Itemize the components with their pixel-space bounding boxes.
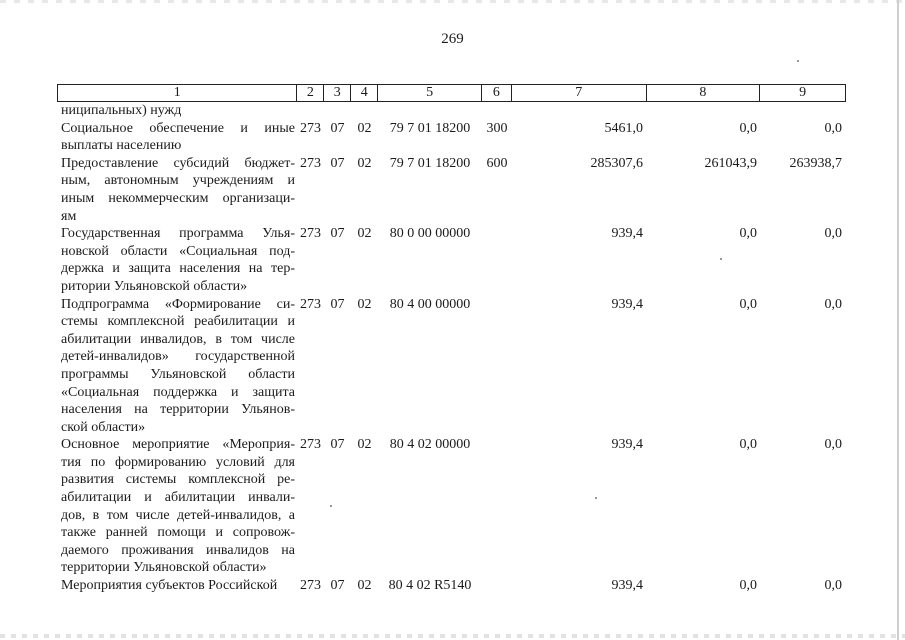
item-name-line: ритории Ульяновской области» xyxy=(61,278,248,294)
cell-target-article: 80 4 02 00000 xyxy=(389,437,471,453)
cell-admin-code: 273 xyxy=(300,120,321,136)
item-name-line: также ранней помощи и сопровож- xyxy=(61,525,295,541)
item-name-line: ям xyxy=(61,208,77,224)
item-name-line: иным некоммерческим организаци- xyxy=(61,190,295,206)
cell-section: 07 xyxy=(330,155,345,171)
cell-item-name xyxy=(57,102,297,120)
cell-target-article: 80 0 00 00000 xyxy=(389,226,471,242)
cell-expense-type: 600 xyxy=(486,155,508,171)
item-name-line: выплаты населению xyxy=(61,138,182,154)
cell-section: 07 xyxy=(330,578,345,594)
column-header-8: 8 xyxy=(647,85,761,101)
item-name-line: детей-инвалидов» государственной xyxy=(61,349,295,365)
table-row xyxy=(57,436,846,577)
cell-admin-code: 273 xyxy=(300,437,321,453)
cell-amount-col7: 939,4 xyxy=(611,226,643,242)
column-header-2: 2 xyxy=(297,85,324,101)
cell-section: 07 xyxy=(330,296,345,312)
table-row xyxy=(57,155,846,225)
item-name-line: населения на территории Ульянов- xyxy=(61,402,295,418)
table-row xyxy=(57,225,846,295)
column-header-5: 5 xyxy=(378,85,482,101)
item-name-line: держка и защита населения на тер- xyxy=(61,261,295,277)
cell-amount-col9: 263938,7 xyxy=(789,155,842,171)
column-header-7: 7 xyxy=(512,85,647,101)
cell-item-name xyxy=(57,436,297,577)
cell-item-name xyxy=(57,155,297,225)
column-header-9: 9 xyxy=(799,85,807,100)
cell-amount-col8: 0,0 xyxy=(739,437,757,453)
item-name-line: Предоставление субсидий бюджет- xyxy=(61,155,295,171)
table-header-row xyxy=(57,84,846,102)
item-name-line: Подпрограмма «Формирование си- xyxy=(61,296,295,312)
item-name-line: Мероприятия субъектов Российской xyxy=(61,578,278,594)
scan-edge-bottom xyxy=(0,634,905,638)
cell-amount-col7: 939,4 xyxy=(611,437,643,453)
cell-target-article: 80 4 00 00000 xyxy=(389,296,471,312)
item-name-line: ным, автономным учреждениям и xyxy=(61,173,295,189)
cell-item-name xyxy=(57,225,297,295)
scan-speck xyxy=(720,258,722,260)
item-name-line: программы Ульяновской области xyxy=(61,366,295,382)
item-name-line: Социальное обеспечение и иные xyxy=(61,120,295,136)
item-name-line: ниципальных) нужд xyxy=(61,103,182,118)
cell-target-article: 79 7 01 18200 xyxy=(389,155,471,171)
item-name-line: абилитации и абилитации инвали- xyxy=(61,490,295,506)
item-name-line: стемы комплексной реабилитации и xyxy=(61,314,295,330)
item-name-line: Основное мероприятие «Мероприя- xyxy=(61,437,295,453)
cell-item-name xyxy=(57,577,297,595)
item-name-line: даемого проживания инвалидов на xyxy=(61,542,295,558)
item-name-line: тия по формированию условий для xyxy=(61,454,295,470)
page-number: 269 xyxy=(441,31,464,47)
cell-subsection: 02 xyxy=(357,296,372,312)
cell-amount-col9: 0,0 xyxy=(824,120,842,136)
cell-subsection: 02 xyxy=(357,437,372,453)
cell-amount-col9: 0,0 xyxy=(824,226,842,242)
column-header-4: 4 xyxy=(351,85,378,101)
table-row xyxy=(57,577,846,595)
scan-speck xyxy=(330,505,332,507)
cell-item-name xyxy=(57,296,297,437)
cell-target-article: 79 7 01 18200 xyxy=(389,120,471,136)
table-body xyxy=(57,102,846,595)
column-header-1: 1 xyxy=(58,85,297,101)
item-name-line: «Социальная поддержка и защита xyxy=(61,384,295,400)
scan-edge-top xyxy=(0,0,905,3)
cell-amount-col7: 939,4 xyxy=(611,296,643,312)
cell-admin-code: 273 xyxy=(300,155,321,171)
table-row xyxy=(57,102,846,120)
item-name-line: Государственная программа Улья- xyxy=(61,226,295,242)
cell-admin-code: 273 xyxy=(300,226,321,242)
cell-section: 07 xyxy=(330,437,345,453)
cell-amount-col8: 0,0 xyxy=(739,226,757,242)
table-row xyxy=(57,296,846,437)
cell-section: 07 xyxy=(330,120,345,136)
cell-amount-col9: 0,0 xyxy=(824,437,842,453)
item-name-line: абилитации инвалидов, в том числе xyxy=(61,331,295,347)
cell-subsection: 02 xyxy=(357,578,372,594)
cell-amount-col8: 0,0 xyxy=(739,296,757,312)
cell-amount-col8: 0,0 xyxy=(739,120,757,136)
scan-speck xyxy=(797,60,799,62)
item-name-line: территории Ульяновской области» xyxy=(61,560,267,576)
item-name-line: ской области» xyxy=(61,419,146,435)
cell-amount-col7: 939,4 xyxy=(611,578,643,594)
cell-section: 07 xyxy=(330,226,345,242)
cell-amount-col8: 0,0 xyxy=(739,578,757,594)
scan-speck xyxy=(595,497,597,499)
cell-admin-code: 273 xyxy=(300,578,321,594)
cell-item-name xyxy=(57,120,297,155)
column-header-3: 3 xyxy=(324,85,351,101)
item-name-line: развития системы комплексной ре- xyxy=(61,472,295,488)
cell-amount-col7: 285307,6 xyxy=(590,155,643,171)
cell-expense-type: 300 xyxy=(486,120,508,136)
cell-amount-col7: 5461,0 xyxy=(604,120,643,136)
cell-subsection: 02 xyxy=(357,226,372,242)
cell-subsection: 02 xyxy=(357,155,372,171)
cell-admin-code: 273 xyxy=(300,296,321,312)
cell-amount-col9: 0,0 xyxy=(824,296,842,312)
cell-target-article: 80 4 02 R5140 xyxy=(388,578,472,594)
cell-amount-col8: 261043,9 xyxy=(704,155,757,171)
table-row xyxy=(57,120,846,155)
cell-subsection: 02 xyxy=(357,120,372,136)
item-name-line: дов, в том числе детей-инвалидов, а xyxy=(61,507,295,523)
column-header-6: 6 xyxy=(482,85,512,101)
item-name-line: новской области «Социальная под- xyxy=(61,243,295,259)
cell-amount-col9: 0,0 xyxy=(824,578,842,594)
scan-edge-right xyxy=(897,0,899,640)
